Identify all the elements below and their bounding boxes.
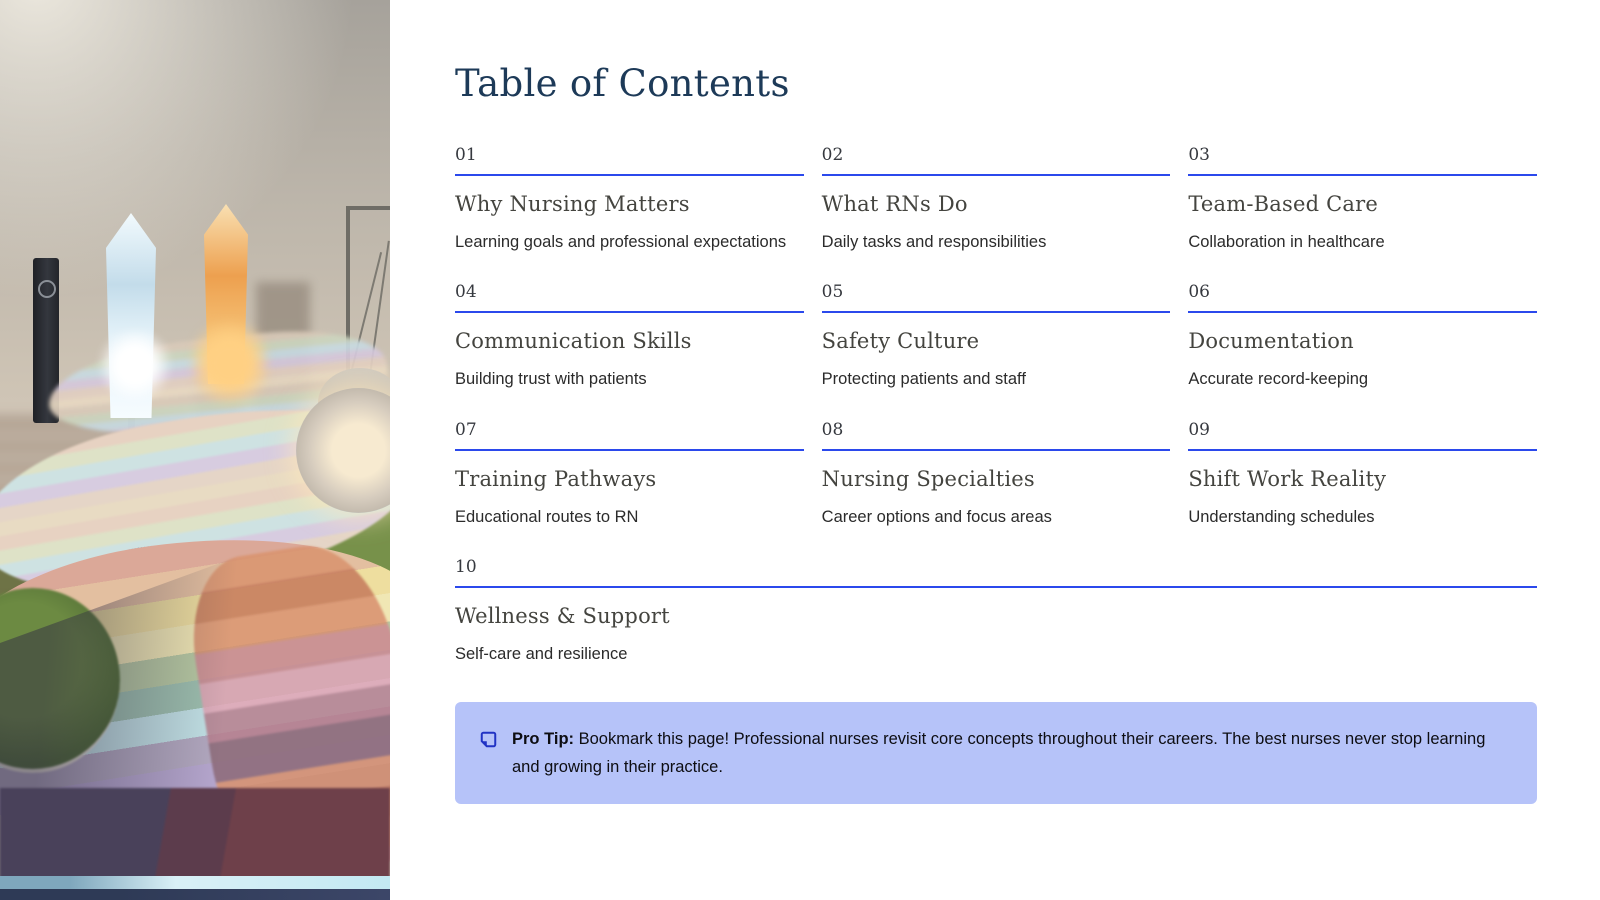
toc-subtitle: Accurate record-keeping [1188,370,1369,389]
toc-title: What RNs Do [821,192,968,216]
toc-number: 10 [455,557,1537,588]
cover-photo [0,0,390,900]
toc-item-08[interactable] [822,420,1171,530]
toc-title: Documentation [1188,329,1354,354]
toc-title: Shift Work Reality [1188,466,1387,491]
toc-title: Communication Skills [455,329,692,354]
page-title: Table of Contents [455,62,790,105]
toc-grid [455,145,1537,668]
toc-number: 06 [1188,282,1537,313]
toc-item-01[interactable] [455,145,804,255]
toc-title: Nursing Specialties [821,466,1035,491]
toc-number: 08 [822,420,1171,451]
toc-title: Training Pathways [455,466,657,491]
toc-subtitle: Building trust with patients [455,370,647,389]
toc-subtitle: Protecting patients and staff [821,370,1026,389]
toc-title: Wellness & Support [455,604,670,629]
toc-subtitle: Self-care and resilience [455,645,628,664]
pro-tip-text [512,725,1509,781]
note-icon [479,730,498,754]
toc-subtitle: Career options and focus areas [821,507,1052,526]
crystal-glow [96,330,174,400]
toc-number: 02 [822,145,1171,176]
crystal-glow [192,318,268,408]
toc-title: Why Nursing Matters [455,192,690,216]
toc-panel [390,0,1600,900]
toc-item-03[interactable] [1188,145,1537,255]
toc-subtitle: Understanding schedules [1188,507,1375,526]
toc-item-09[interactable] [1188,420,1537,530]
dark-tiles [0,788,390,884]
pro-tip-label: Pro Tip: [512,729,575,748]
toc-item-04[interactable] [455,282,804,392]
toc-item-05[interactable] [822,282,1171,392]
bottom-edge-strip [0,889,390,900]
toc-item-06[interactable] [1188,282,1537,392]
toc-number: 05 [822,282,1171,313]
toc-subtitle: Collaboration in healthcare [1188,233,1385,251]
toc-number: 04 [455,282,804,313]
toc-number: 09 [1188,420,1537,451]
toc-title: Team-Based Care [1188,192,1378,216]
toc-item-02[interactable] [822,145,1171,255]
toc-item-10[interactable] [455,557,1537,667]
metal-frame [346,206,390,210]
pro-tip-body: Bookmark this page! Professional nurses revisit core concepts throughout their careers. The best nurses never stop learning and growing in their practice. [512,729,1486,776]
toc-title: Safety Culture [821,329,980,354]
glowing-edge-strip [0,876,390,889]
toc-subtitle: Daily tasks and responsibilities [821,233,1047,251]
pro-tip-callout [455,702,1537,804]
toc-number: 03 [1188,145,1537,176]
toc-subtitle: Educational routes to RN [455,507,639,526]
toc-number: 07 [455,420,804,451]
toc-number: 01 [455,145,804,176]
toc-item-07[interactable] [455,420,804,530]
toc-subtitle: Learning goals and professional expectations [455,233,787,251]
